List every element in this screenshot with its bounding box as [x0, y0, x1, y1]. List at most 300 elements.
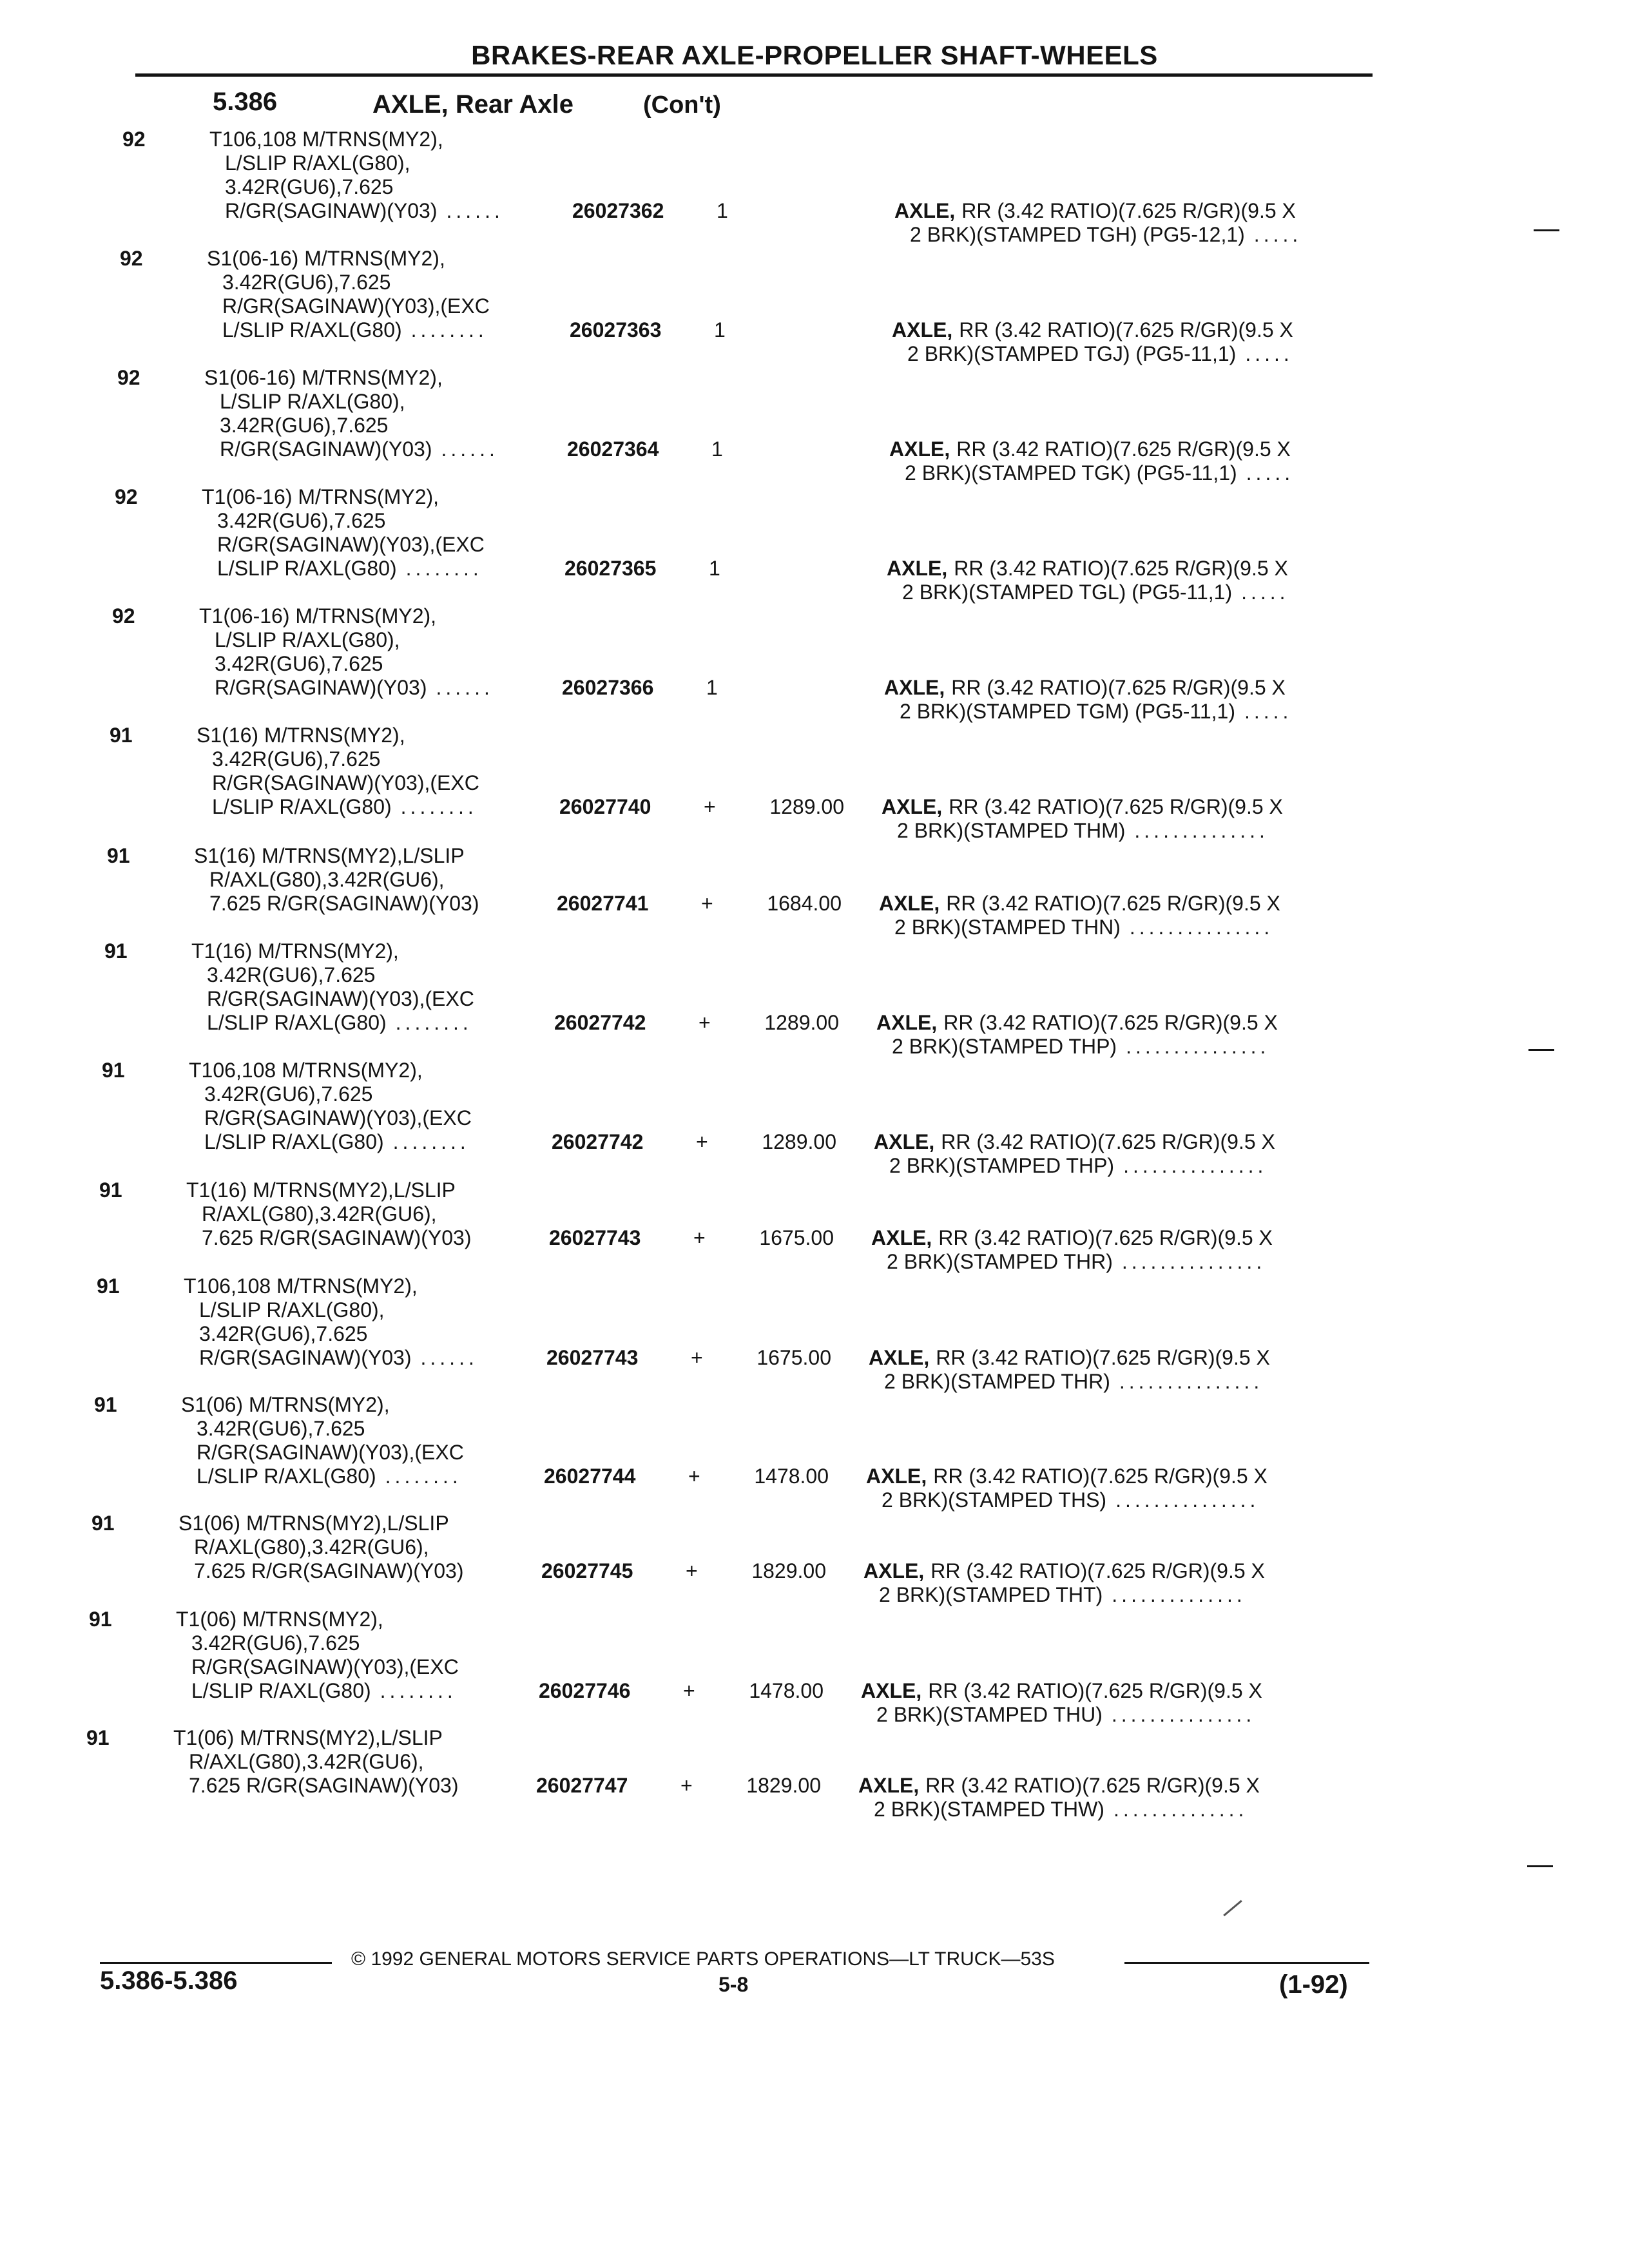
- usage-description: [209, 128, 504, 223]
- usage-text: S1(06) M/TRNS(MY2),L/SLIP: [178, 1512, 449, 1535]
- usage-line: [197, 724, 479, 747]
- usage-text: 7.625 R/GR(SAGINAW)(Y03): [194, 1559, 464, 1582]
- usage-line: [199, 628, 494, 652]
- part-spec: RR (3.42 RATIO)(7.625 R/GR)(9.5 X: [946, 892, 1280, 915]
- part-number: 26027741: [557, 892, 649, 915]
- usage-text: S1(06-16) M/TRNS(MY2),: [207, 247, 445, 270]
- usage-text: L/SLIP R/AXL(G80),: [215, 628, 400, 651]
- dot-leader: ...............: [1115, 1488, 1260, 1512]
- level-code: 92: [112, 604, 135, 628]
- usage-line: [197, 747, 479, 771]
- part-number: 26027366: [562, 676, 654, 699]
- price: 1289.00: [762, 1130, 836, 1153]
- part-description-line: [863, 1583, 1265, 1607]
- usage-text: R/GR(SAGINAW)(Y03): [199, 1346, 412, 1369]
- dot-leader: ........: [395, 1011, 472, 1034]
- part-spec: RR (3.42 RATIO)(7.625 R/GR)(9.5 X: [959, 318, 1293, 341]
- usage-line: [186, 1226, 471, 1250]
- price: 1478.00: [749, 1679, 824, 1702]
- usage-text: 3.42R(GU6),7.625: [215, 652, 383, 675]
- section-continued: (Con't): [643, 91, 721, 119]
- part-spec: RR (3.42 RATIO)(7.625 R/GR)(9.5 X: [954, 557, 1288, 580]
- usage-line: [199, 604, 494, 628]
- usage-line: [202, 557, 485, 581]
- part-noun: AXLE,: [869, 1346, 930, 1369]
- usage-line: [209, 175, 504, 199]
- part-stamp: 2 BRK)(STAMPED TGM) (PG5-11,1): [900, 700, 1235, 723]
- part-noun: AXLE,: [894, 199, 956, 222]
- usage-text: T1(06-16) M/TRNS(MY2),: [199, 604, 437, 628]
- part-spec: RR (3.42 RATIO)(7.625 R/GR)(9.5 X: [941, 1130, 1275, 1153]
- quantity: +: [688, 1465, 700, 1488]
- dot-leader: .....: [1253, 223, 1302, 246]
- usage-text: R/AXL(G80),3.42R(GU6),: [194, 1535, 429, 1559]
- page-title: BRAKES-REAR AXLE-PROPELLER SHAFT-WHEELS: [471, 40, 1158, 70]
- quantity: +: [704, 795, 716, 818]
- part-stamp: 2 BRK)(STAMPED TGK) (PG5-11,1): [905, 461, 1237, 485]
- part-stamp: 2 BRK)(STAMPED THU): [876, 1703, 1103, 1726]
- margin-tick: [1527, 1865, 1553, 1867]
- part-description-line: [861, 1703, 1262, 1727]
- part-number: 26027743: [549, 1226, 641, 1249]
- usage-text: S1(06) M/TRNS(MY2),: [181, 1393, 390, 1416]
- part-stamp: 2 BRK)(STAMPED TGJ) (PG5-11,1): [907, 342, 1237, 365]
- usage-line: [184, 1298, 478, 1322]
- price: 1829.00: [746, 1774, 821, 1797]
- part-description-line: [882, 819, 1283, 843]
- quantity: +: [699, 1011, 711, 1034]
- dot-leader: ..............: [1113, 1798, 1248, 1821]
- part-spec: RR (3.42 RATIO)(7.625 R/GR)(9.5 X: [949, 795, 1283, 818]
- dot-leader: ...............: [1121, 1250, 1266, 1273]
- usage-text: T106,108 M/TRNS(MY2),: [184, 1274, 418, 1298]
- footer-date: (1-92): [1279, 1970, 1348, 1999]
- part-description-line: [892, 342, 1293, 366]
- quantity: +: [686, 1559, 698, 1582]
- part-description-line: [869, 1370, 1270, 1394]
- part-description-line: [894, 199, 1296, 222]
- dot-leader: ........: [385, 1465, 462, 1488]
- part-description: [874, 1130, 1275, 1178]
- level-code: 91: [110, 724, 133, 747]
- part-spec: RR (3.42 RATIO)(7.625 R/GR)(9.5 X: [928, 1679, 1262, 1702]
- usage-text: R/AXL(G80),3.42R(GU6),: [209, 868, 445, 891]
- margin-tick: [1534, 229, 1559, 231]
- usage-line: [189, 1106, 472, 1130]
- part-description-line: [892, 318, 1293, 341]
- level-code: 91: [94, 1393, 117, 1416]
- usage-description: [181, 1393, 464, 1488]
- part-number: 26027742: [554, 1011, 646, 1034]
- price: 1675.00: [757, 1346, 831, 1369]
- part-description-line: [887, 581, 1289, 604]
- usage-line: [199, 652, 494, 676]
- part-noun: AXLE,: [861, 1679, 922, 1702]
- usage-line: [202, 533, 485, 557]
- usage-line: [178, 1535, 463, 1559]
- usage-text: R/GR(SAGINAW)(Y03): [225, 199, 438, 222]
- dot-leader: ........: [405, 557, 483, 580]
- usage-description: [191, 939, 474, 1035]
- usage-description: [194, 844, 479, 916]
- part-description-line: [882, 795, 1283, 818]
- usage-line: [184, 1346, 478, 1370]
- price: 1478.00: [754, 1465, 829, 1488]
- part-noun: AXLE,: [871, 1226, 932, 1249]
- part-spec: RR (3.42 RATIO)(7.625 R/GR)(9.5 X: [951, 676, 1286, 699]
- part-stamp: 2 BRK)(STAMPED TGL) (PG5-11,1): [902, 581, 1233, 604]
- part-stamp: 2 BRK)(STAMPED THS): [882, 1488, 1107, 1512]
- dot-leader: ........: [400, 795, 477, 818]
- usage-text: L/SLIP R/AXL(G80): [197, 1465, 376, 1488]
- part-description: [894, 199, 1302, 247]
- usage-text: R/AXL(G80),3.42R(GU6),: [189, 1750, 424, 1773]
- usage-text: 3.42R(GU6),7.625: [197, 1417, 365, 1440]
- usage-line: [181, 1441, 464, 1465]
- part-description-line: [858, 1798, 1260, 1821]
- dot-leader: ..............: [1134, 819, 1269, 842]
- usage-text: R/GR(SAGINAW)(Y03),(EXC: [191, 1655, 459, 1678]
- part-stamp: 2 BRK)(STAMPED THT): [879, 1583, 1103, 1606]
- dot-leader: .....: [1241, 581, 1289, 604]
- dot-leader: ...............: [1119, 1370, 1264, 1393]
- part-description-line: [876, 1011, 1278, 1034]
- section-name: AXLE, Rear Axle: [372, 90, 574, 119]
- usage-description: [189, 1059, 472, 1154]
- usage-text: L/SLIP R/AXL(G80),: [220, 390, 405, 413]
- usage-text: T1(16) M/TRNS(MY2),: [191, 939, 399, 963]
- usage-line: [173, 1774, 458, 1798]
- usage-text: S1(06-16) M/TRNS(MY2),: [204, 366, 443, 389]
- dot-leader: ...............: [1129, 916, 1274, 939]
- dot-leader: ......: [446, 199, 504, 222]
- part-noun: AXLE,: [863, 1559, 925, 1582]
- usage-text: T1(06-16) M/TRNS(MY2),: [202, 485, 439, 508]
- part-spec: RR (3.42 RATIO)(7.625 R/GR)(9.5 X: [933, 1465, 1268, 1488]
- usage-text: R/GR(SAGINAW)(Y03): [220, 437, 432, 461]
- usage-text: 7.625 R/GR(SAGINAW)(Y03): [202, 1226, 472, 1249]
- part-description: [861, 1679, 1262, 1727]
- part-spec: RR (3.42 RATIO)(7.625 R/GR)(9.5 X: [925, 1774, 1260, 1797]
- margin-tick: [1528, 1049, 1554, 1051]
- price: 1829.00: [751, 1559, 826, 1582]
- part-number: 26027745: [541, 1559, 633, 1582]
- usage-text: L/SLIP R/AXL(G80): [191, 1679, 371, 1702]
- level-code: 91: [89, 1608, 112, 1631]
- dot-leader: ........: [392, 1130, 470, 1153]
- usage-text: 3.42R(GU6),7.625: [212, 747, 381, 771]
- usage-text: 3.42R(GU6),7.625: [225, 175, 394, 198]
- part-description-line: [884, 676, 1286, 699]
- usage-line: [197, 795, 479, 819]
- section-number: 5.386: [213, 88, 278, 116]
- usage-line: [209, 128, 504, 151]
- usage-line: [207, 294, 490, 318]
- usage-text: L/SLIP R/AXL(G80): [204, 1130, 384, 1153]
- dot-leader: ........: [380, 1679, 457, 1702]
- usage-line: [173, 1726, 458, 1750]
- usage-description: [173, 1726, 458, 1798]
- usage-line: [209, 151, 504, 175]
- usage-text: R/GR(SAGINAW)(Y03),(EXC: [222, 294, 490, 318]
- part-noun: AXLE,: [887, 557, 948, 580]
- part-number: 26027742: [552, 1130, 644, 1153]
- dot-leader: ......: [436, 676, 494, 699]
- part-description-line: [874, 1130, 1275, 1153]
- part-description-line: [879, 916, 1280, 939]
- dot-leader: ......: [441, 437, 499, 461]
- quantity: +: [683, 1679, 695, 1702]
- part-spec: RR (3.42 RATIO)(7.625 R/GR)(9.5 X: [930, 1559, 1265, 1582]
- usage-line: [204, 390, 499, 414]
- dot-leader: ...............: [1126, 1035, 1270, 1058]
- dot-leader: .....: [1245, 342, 1293, 365]
- usage-line: [176, 1679, 459, 1703]
- price: 1289.00: [769, 795, 844, 818]
- quantity: 1: [714, 318, 726, 341]
- usage-line: [197, 771, 479, 795]
- part-description: [863, 1559, 1265, 1607]
- level-code: 91: [102, 1059, 125, 1082]
- usage-text: S1(16) M/TRNS(MY2),: [197, 724, 405, 747]
- part-spec: RR (3.42 RATIO)(7.625 R/GR)(9.5 X: [938, 1226, 1273, 1249]
- part-number: 26027363: [570, 318, 662, 341]
- level-code: 91: [97, 1274, 120, 1298]
- part-noun: AXLE,: [882, 795, 943, 818]
- usage-text: L/SLIP R/AXL(G80): [212, 795, 392, 818]
- usage-text: 3.42R(GU6),7.625: [222, 271, 391, 294]
- usage-line: [204, 366, 499, 390]
- part-description-line: [869, 1346, 1270, 1369]
- part-description-line: [894, 223, 1302, 247]
- usage-text: T106,108 M/TRNS(MY2),: [189, 1059, 423, 1082]
- level-code: 92: [122, 128, 146, 151]
- part-description-line: [866, 1465, 1268, 1488]
- usage-line: [194, 844, 479, 868]
- part-spec: RR (3.42 RATIO)(7.625 R/GR)(9.5 X: [956, 437, 1291, 461]
- part-description-line: [884, 700, 1292, 724]
- part-description: [871, 1226, 1273, 1274]
- part-description: [858, 1774, 1260, 1821]
- footer-rule-right: [1124, 1962, 1369, 1964]
- part-stamp: 2 BRK)(STAMPED THR): [887, 1250, 1113, 1273]
- usage-line: [178, 1512, 463, 1535]
- usage-line: [176, 1608, 459, 1631]
- dot-leader: ......: [420, 1346, 478, 1369]
- usage-line: [189, 1130, 472, 1154]
- part-description-line: [879, 892, 1280, 915]
- level-code: 91: [92, 1512, 115, 1535]
- usage-description: [176, 1608, 459, 1703]
- level-code: 92: [115, 485, 138, 508]
- usage-line: [178, 1559, 463, 1583]
- part-description-line: [863, 1559, 1265, 1582]
- usage-line: [181, 1465, 464, 1488]
- usage-line: [207, 247, 490, 271]
- part-description-line: [889, 437, 1291, 461]
- quantity: 1: [706, 676, 718, 699]
- part-description-line: [858, 1774, 1260, 1797]
- usage-line: [194, 868, 479, 892]
- part-stamp: 2 BRK)(STAMPED THP): [892, 1035, 1117, 1058]
- part-description: [882, 795, 1283, 843]
- footer-section-range: 5.386-5.386: [100, 1966, 238, 1995]
- dot-leader: ..............: [1112, 1583, 1246, 1606]
- level-code: 91: [104, 939, 128, 963]
- usage-text: R/GR(SAGINAW)(Y03),(EXC: [197, 1441, 464, 1464]
- usage-text: L/SLIP R/AXL(G80),: [225, 151, 410, 175]
- usage-text: 3.42R(GU6),7.625: [204, 1082, 373, 1106]
- usage-text: R/GR(SAGINAW)(Y03),(EXC: [204, 1106, 472, 1129]
- usage-description: [199, 604, 494, 700]
- usage-line: [189, 1082, 472, 1106]
- quantity: +: [680, 1774, 693, 1797]
- usage-description: [204, 366, 499, 461]
- usage-text: 3.42R(GU6),7.625: [217, 509, 386, 532]
- usage-line: [186, 1202, 471, 1226]
- usage-text: T106,108 M/TRNS(MY2),: [209, 128, 443, 151]
- part-description-line: [866, 1488, 1268, 1512]
- part-number: 26027747: [536, 1774, 628, 1797]
- usage-text: S1(16) M/TRNS(MY2),L/SLIP: [194, 844, 465, 867]
- part-number: 26027743: [546, 1346, 639, 1369]
- usage-text: T1(16) M/TRNS(MY2),L/SLIP: [186, 1178, 456, 1202]
- part-description: [866, 1465, 1268, 1512]
- usage-line: [176, 1631, 459, 1655]
- usage-text: R/GR(SAGINAW)(Y03),(EXC: [207, 987, 474, 1010]
- usage-line: [176, 1655, 459, 1679]
- usage-line: [181, 1417, 464, 1441]
- usage-text: L/SLIP R/AXL(G80): [222, 318, 402, 341]
- level-code: 91: [99, 1178, 122, 1202]
- usage-text: 3.42R(GU6),7.625: [220, 414, 389, 437]
- usage-line: [191, 939, 474, 963]
- level-code: 92: [120, 247, 143, 270]
- part-description-line: [876, 1035, 1278, 1059]
- part-noun: AXLE,: [892, 318, 953, 341]
- part-description-line: [887, 557, 1288, 580]
- price: 1675.00: [759, 1226, 834, 1249]
- part-description-line: [861, 1679, 1262, 1702]
- part-number: 26027744: [544, 1465, 636, 1488]
- part-number: 26027362: [572, 199, 664, 222]
- part-spec: RR (3.42 RATIO)(7.625 R/GR)(9.5 X: [936, 1346, 1270, 1369]
- part-description-line: [871, 1226, 1273, 1249]
- usage-text: L/SLIP R/AXL(G80): [217, 557, 397, 580]
- part-description: [889, 437, 1294, 485]
- usage-description: [178, 1512, 463, 1583]
- part-stamp: 2 BRK)(STAMPED THR): [884, 1370, 1110, 1393]
- usage-line: [209, 199, 504, 223]
- part-stamp: 2 BRK)(STAMPED THW): [874, 1798, 1104, 1821]
- part-number: 26027740: [559, 795, 651, 818]
- part-noun: AXLE,: [876, 1011, 938, 1034]
- usage-text: R/GR(SAGINAW)(Y03),(EXC: [217, 533, 485, 556]
- quantity: +: [693, 1226, 706, 1249]
- usage-text: T1(06) M/TRNS(MY2),: [176, 1608, 383, 1631]
- usage-line: [191, 987, 474, 1011]
- level-code: 91: [107, 844, 130, 867]
- part-description: [879, 892, 1280, 939]
- part-description: [876, 1011, 1278, 1059]
- price: 1289.00: [764, 1011, 839, 1034]
- usage-line: [184, 1274, 478, 1298]
- usage-line: [199, 676, 494, 700]
- usage-text: R/GR(SAGINAW)(Y03),(EXC: [212, 771, 479, 794]
- usage-text: 3.42R(GU6),7.625: [207, 963, 376, 986]
- part-spec: RR (3.42 RATIO)(7.625 R/GR)(9.5 X: [943, 1011, 1278, 1034]
- price: 1684.00: [767, 892, 842, 915]
- usage-line: [181, 1393, 464, 1417]
- part-stamp: 2 BRK)(STAMPED TGH) (PG5-12,1): [910, 223, 1245, 246]
- quantity: +: [691, 1346, 703, 1369]
- usage-description: [197, 724, 479, 819]
- quantity: 1: [717, 199, 728, 222]
- usage-text: R/GR(SAGINAW)(Y03): [215, 676, 427, 699]
- level-code: 91: [86, 1726, 110, 1749]
- usage-line: [191, 1011, 474, 1035]
- usage-line: [204, 414, 499, 437]
- quantity: 1: [709, 557, 720, 580]
- usage-line: [202, 485, 485, 509]
- usage-line: [204, 437, 499, 461]
- usage-description: [186, 1178, 471, 1250]
- usage-line: [207, 318, 490, 342]
- stray-mark: [1223, 1900, 1242, 1916]
- usage-text: 7.625 R/GR(SAGINAW)(Y03): [209, 892, 479, 915]
- usage-line: [173, 1750, 458, 1774]
- part-description: [869, 1346, 1270, 1394]
- part-noun: AXLE,: [889, 437, 950, 461]
- part-number: 26027364: [567, 437, 659, 461]
- usage-description: [207, 247, 490, 342]
- usage-line: [194, 892, 479, 916]
- usage-line: [184, 1322, 478, 1346]
- part-description: [887, 557, 1289, 604]
- part-spec: RR (3.42 RATIO)(7.625 R/GR)(9.5 X: [961, 199, 1296, 222]
- footer-copyright: © 1992 GENERAL MOTORS SERVICE PARTS OPERATIONS—LT TRUCK—53S: [351, 1948, 1055, 1970]
- quantity: 1: [711, 437, 723, 461]
- usage-description: [202, 485, 485, 581]
- usage-text: L/SLIP R/AXL(G80),: [199, 1298, 385, 1321]
- usage-line: [186, 1178, 471, 1202]
- dot-leader: ...............: [1111, 1703, 1256, 1726]
- usage-text: 3.42R(GU6),7.625: [199, 1322, 368, 1345]
- quantity: +: [701, 892, 713, 915]
- part-stamp: 2 BRK)(STAMPED THP): [889, 1154, 1115, 1177]
- usage-description: [184, 1274, 478, 1370]
- part-noun: AXLE,: [874, 1130, 935, 1153]
- part-description-line: [871, 1250, 1273, 1274]
- dot-leader: ...............: [1123, 1154, 1268, 1177]
- part-noun: AXLE,: [866, 1465, 927, 1488]
- part-stamp: 2 BRK)(STAMPED THN): [894, 916, 1121, 939]
- part-noun: AXLE,: [879, 892, 940, 915]
- usage-text: T1(06) M/TRNS(MY2),L/SLIP: [173, 1726, 443, 1749]
- usage-line: [191, 963, 474, 987]
- part-stamp: 2 BRK)(STAMPED THM): [897, 819, 1126, 842]
- footer-page-number: 5-8: [718, 1973, 749, 1996]
- dot-leader: ........: [410, 318, 488, 341]
- part-noun: AXLE,: [884, 676, 945, 699]
- part-description: [884, 676, 1292, 724]
- usage-text: 3.42R(GU6),7.625: [191, 1631, 360, 1655]
- usage-text: L/SLIP R/AXL(G80): [207, 1011, 387, 1034]
- part-number: 26027365: [564, 557, 657, 580]
- part-description-line: [889, 461, 1294, 485]
- part-number: 26027746: [539, 1679, 631, 1702]
- usage-text: R/AXL(G80),3.42R(GU6),: [202, 1202, 437, 1225]
